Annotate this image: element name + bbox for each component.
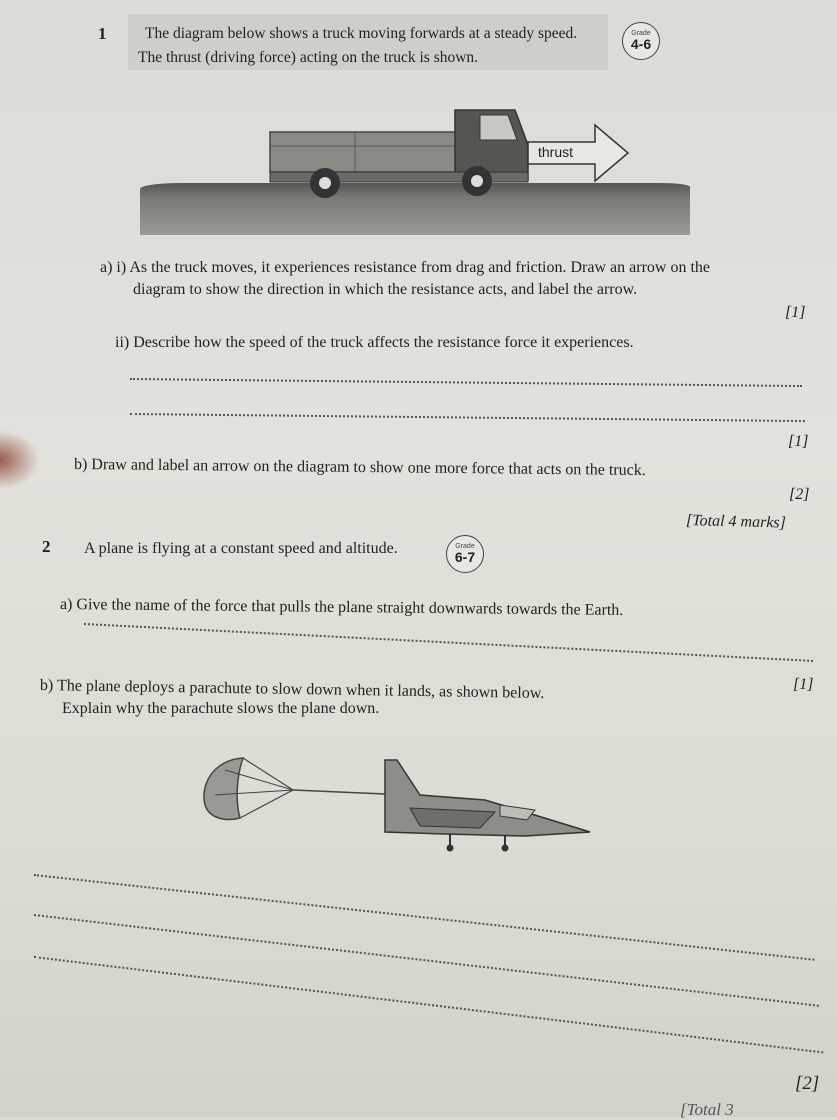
q1-a-i-marks: [1]: [785, 304, 806, 321]
q2-total: [Total 3: [680, 1100, 734, 1119]
q2-b-line2: Explain why the parachute slows the plane down.: [62, 700, 380, 717]
q1-intro-line2: The thrust (driving force) acting on the truck is shown.: [138, 49, 479, 66]
q2-a-answer-line[interactable]: [84, 623, 813, 662]
q1-a-ii-marks: [1]: [788, 433, 809, 450]
q2-b-answer-line-1[interactable]: [34, 874, 815, 961]
page-shadow: [0, 430, 40, 490]
q2-a-text: a) Give the name of the force that pulls the plane straight downwards towards the Earth.: [59, 596, 624, 619]
plane-rear-wheel: [447, 845, 454, 852]
q2-a-marks: [1]: [793, 676, 814, 693]
q1-a-ii-answer-line-2[interactable]: [130, 413, 805, 422]
q1-b-text: b) Draw and label an arrow on the diagram to show one more force that acts on the truck.: [73, 456, 646, 479]
plane-wing: [410, 808, 495, 828]
q1-number: 1: [98, 24, 107, 43]
q2-intro: A plane is flying at a constant speed and altitude.: [84, 540, 398, 557]
thrust-label: thrust: [538, 144, 574, 160]
q1-a-i-line1: a) i) As the truck moves, it experiences resistance from drag and friction. Draw an arrow on the: [100, 259, 710, 276]
q1-a-ii-answer-line-1[interactable]: [130, 378, 802, 387]
q1-grade-value: 4-6: [630, 36, 652, 52]
plane-body: [385, 760, 590, 836]
q2-grade-value: 6-7: [454, 549, 476, 565]
plane-diagram: [195, 750, 595, 855]
q2-grade-badge: [446, 535, 484, 573]
q2-b-line1: b) The plane deploys a parachute to slow down when it lands, as shown below.: [39, 677, 545, 702]
q1-b-marks: [2]: [789, 486, 810, 503]
plane-front-wheel: [502, 845, 509, 852]
q1-total: [Total 4 marks]: [685, 512, 787, 532]
q2-b-marks: [2]: [795, 1073, 820, 1094]
q2-b-answer-line-2[interactable]: [34, 914, 819, 1007]
truck-bed: [270, 132, 460, 172]
q2-b-answer-line-3[interactable]: [34, 956, 823, 1053]
q2-number: 2: [42, 537, 51, 556]
q1-a-ii-text: ii) Describe how the speed of the truck affects the resistance force it experiences.: [115, 334, 634, 351]
parachute: [204, 758, 243, 819]
q2-grade-label: Grade: [455, 543, 475, 550]
q1-grade-badge: [622, 22, 660, 60]
truck-diagram: [260, 90, 640, 200]
q1-intro-line1: The diagram below shows a truck moving forwards at a steady speed.: [145, 25, 578, 42]
q1-grade-label: Grade: [631, 30, 651, 37]
q1-a-i-line2: diagram to show the direction in which the resistance acts, and label the arrow.: [133, 281, 638, 298]
parachute-cable: [293, 790, 385, 794]
